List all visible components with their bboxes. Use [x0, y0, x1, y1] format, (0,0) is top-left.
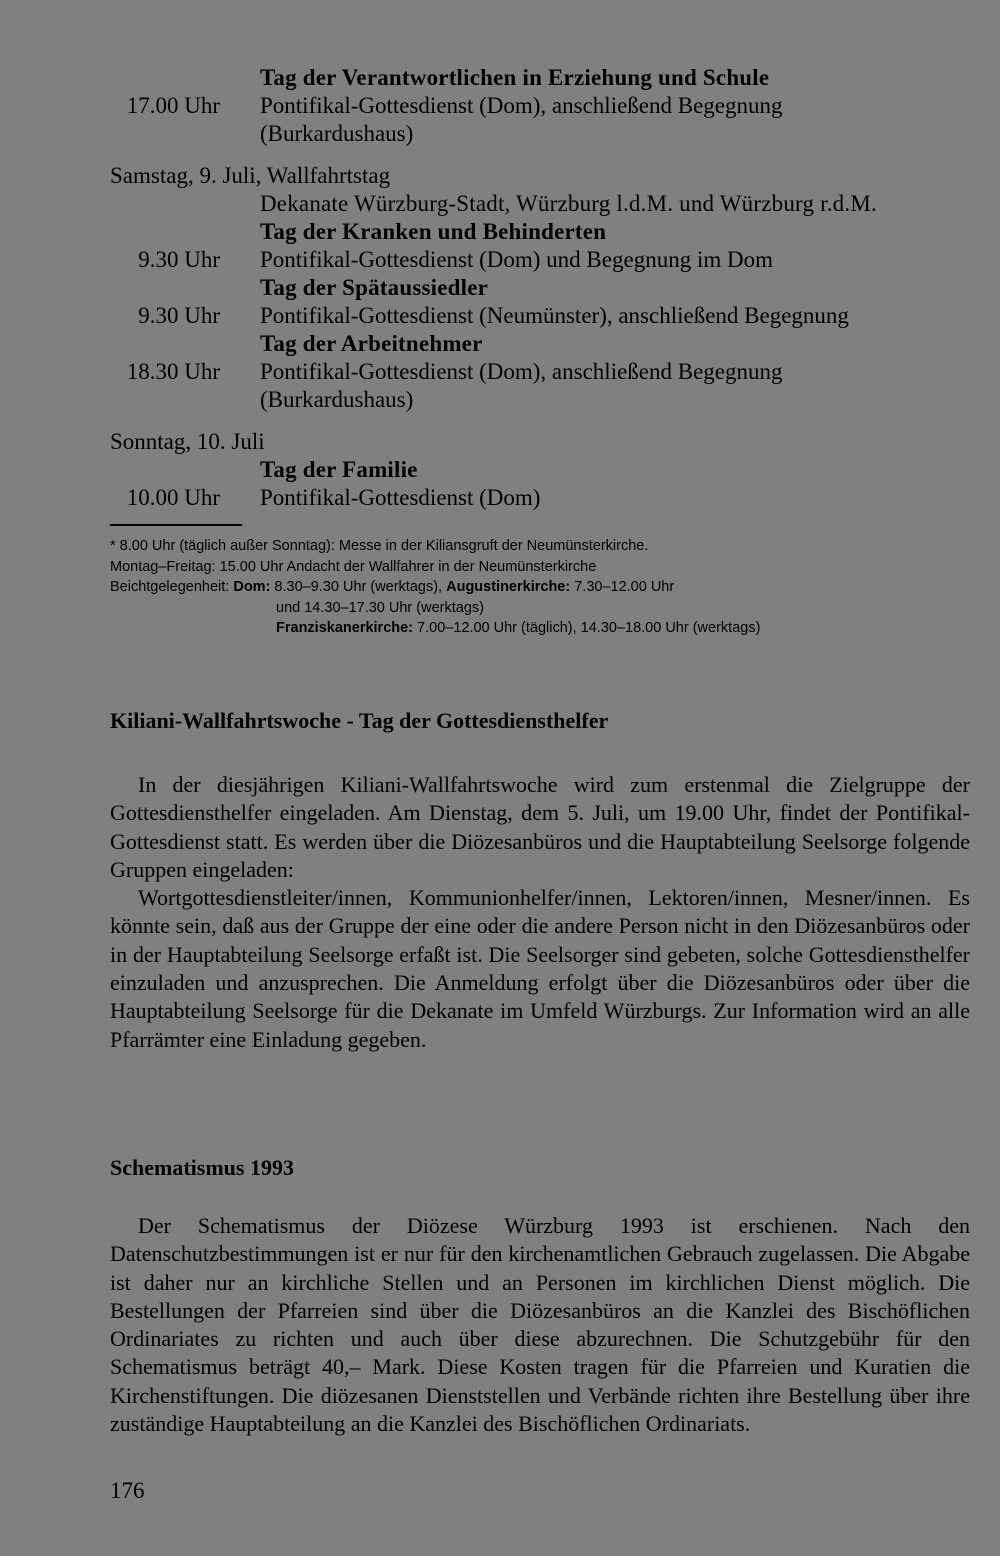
footnote-divider	[110, 524, 242, 526]
paragraph-text: Wortgottesdienstleiter/innen, Kommunionhelfer/innen, Lektoren/innen, Mesner/innen. Es könnte sein, daß aus der Gruppe der eine oder die andere Person nicht in den Diözesanbüros oder in der Hauptabteilung Seelsorge erfaßt ist. Die Seelsorger sind gebeten, solche Gottesdiensthelfer einzuladen und anzusprechen. Die Anmeldung erfolgt über die Diözesanbüros oder über die Hauptabteilung Seelsorge für die Dekanate im Umfeld Würzburgs. Zur Information wird an alle Pfarrämter eine Einladung gegeben.	[110, 885, 970, 1052]
footnotes	[110, 536, 980, 639]
day-label: Samstag, 9. Juli, Wallfahrtstag	[110, 163, 391, 188]
schedule-entry	[110, 302, 980, 330]
schematismus-section	[110, 1154, 970, 1438]
footnote-text: Beichtgelegenheit:	[110, 579, 234, 595]
footnote-line: und 14.30–17.30 Uhr (werktags)	[276, 599, 484, 616]
schedule-heading: Tag der Spätaussiedler	[260, 275, 489, 300]
footnote-line	[110, 618, 980, 639]
footnote-bold: Dom:	[233, 579, 271, 595]
section-title: Kiliani-Wallfahrtswoche - Tag der Gottesdiensthelfer	[110, 708, 609, 733]
footnote-bold: Franziskanerkirche:	[276, 620, 414, 636]
entry-description-line: Pontifikal-Gottesdienst (Dom), anschließend Begegnung	[260, 93, 783, 118]
entry-time: 17.00 Uhr	[126, 93, 220, 118]
day-label: Sonntag, 10. Juli	[110, 429, 265, 454]
paragraph-text: Der Schematismus der Diözese Würzburg 1993 ist erschienen. Nach den Datenschutzbestimmungen ist er nur für den kirchenamtlichen Gebrauch zugelassen. Die Abgabe ist daher nur an kirchliche Stellen und an Personen im kirchlichen Dienst möglich. Die Bestellungen der Pfarreien sind über die Diözesanbüros an die Kanzlei des Bischöflichen Ordinariates zu richten und auch über diese abzurechnen. Die Schutzgebühr für den Schematismus beträgt 40,– Mark. Diese Kosten tragen für die Pfarreien und Kuratien die Kirchenstiftungen. Die diözesanen Dienststellen und Verbände richten ihre Bestellung über ihre zuständige Hauptabteilung an die Kanzlei des Bischöflichen Ordinariats.	[110, 1213, 970, 1437]
entry-description-line: Pontifikal-Gottesdienst (Dom), anschließend Begegnung	[260, 359, 783, 384]
schedule-entry	[110, 358, 980, 414]
page-number: 176	[110, 1478, 145, 1503]
footnote-line: Montag–Freitag: 15.00 Uhr Andacht der Wallfahrer in der Neumünsterkirche	[110, 558, 597, 575]
kiliani-section	[110, 707, 970, 1054]
schedule-heading: Tag der Familie	[260, 457, 418, 482]
footnote-line: * 8.00 Uhr (täglich außer Sonntag): Messe in der Kiliansgruft der Neumünsterkirche.	[110, 538, 649, 554]
schedule-heading: Tag der Arbeitnehmer	[260, 331, 483, 356]
schedule-entry	[110, 484, 980, 512]
entry-time: 18.30 Uhr	[126, 359, 220, 384]
section-paragraph	[110, 771, 970, 884]
entry-description: Pontifikal-Gottesdienst (Neumünster), anschließend Begegnung	[260, 303, 849, 328]
footnote-text: 8.30–9.30 Uhr (werktags),	[270, 579, 447, 595]
deanery-line: Dekanate Würzburg-Stadt, Würzburg l.d.M. und Würzburg r.d.M.	[260, 191, 877, 216]
section-paragraph	[110, 1212, 970, 1438]
schedule-heading: Tag der Kranken und Behinderten	[260, 219, 607, 244]
entry-description: Pontifikal-Gottesdienst (Dom)	[260, 485, 541, 510]
paragraph-text: In der diesjährigen Kiliani-Wallfahrtswoche wird zum erstenmal die Zielgruppe der Gottesdiensthelfer eingeladen. Am Dienstag, dem 5. Juli, um 19.00 Uhr, findet der Pontifikal-Gottesdienst statt. Es werden über die Diözesanbüros und die Hauptabteilung Seelsorge folgende Gruppen eingeladen:	[110, 772, 970, 882]
schedule-heading: Tag der Verantwortlichen in Erziehung und Schule	[260, 65, 770, 90]
footnote-text: 7.30–12.00 Uhr	[570, 579, 675, 595]
entry-time: 9.30 Uhr	[138, 303, 220, 328]
entry-description: Pontifikal-Gottesdienst (Dom) und Begegnung im Dom	[260, 247, 773, 272]
entry-time: 9.30 Uhr	[138, 247, 220, 272]
section-title: Schematismus 1993	[110, 1155, 294, 1180]
schedule-block	[110, 64, 980, 512]
section-paragraph	[110, 884, 970, 1054]
footnote-bold: Augustinerkirche:	[446, 579, 571, 595]
entry-description	[260, 358, 980, 414]
schedule-entry	[110, 92, 980, 148]
entry-time: 10.00 Uhr	[126, 485, 220, 510]
entry-description-line: (Burkardushaus)	[260, 121, 414, 146]
schedule-entry	[110, 246, 980, 274]
footnote-line	[110, 577, 980, 598]
footnote-text: 7.00–12.00 Uhr (täglich), 14.30–18.00 Uhr (werktags)	[413, 620, 761, 636]
entry-description-line: (Burkardushaus)	[260, 387, 414, 412]
entry-description	[260, 92, 980, 148]
